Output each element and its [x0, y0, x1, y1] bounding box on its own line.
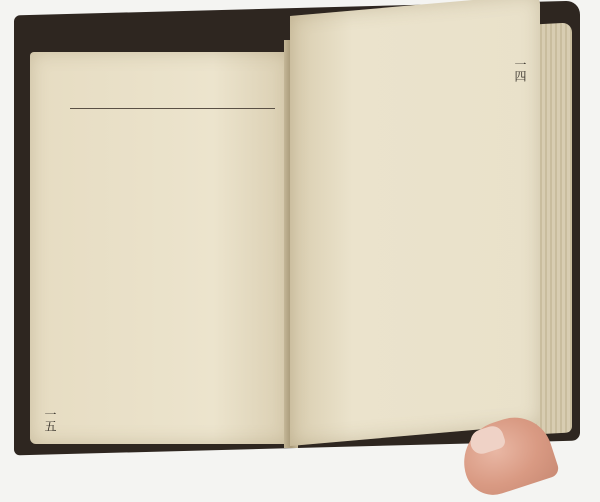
right-page-body-text: [306, 80, 526, 400]
right-page-number: 一四: [513, 58, 527, 82]
left-page-number: 一五: [43, 408, 57, 432]
left-page-body-text: [70, 110, 270, 410]
left-page-header-rule: [70, 108, 275, 109]
left-page-header-notes: [180, 70, 235, 104]
